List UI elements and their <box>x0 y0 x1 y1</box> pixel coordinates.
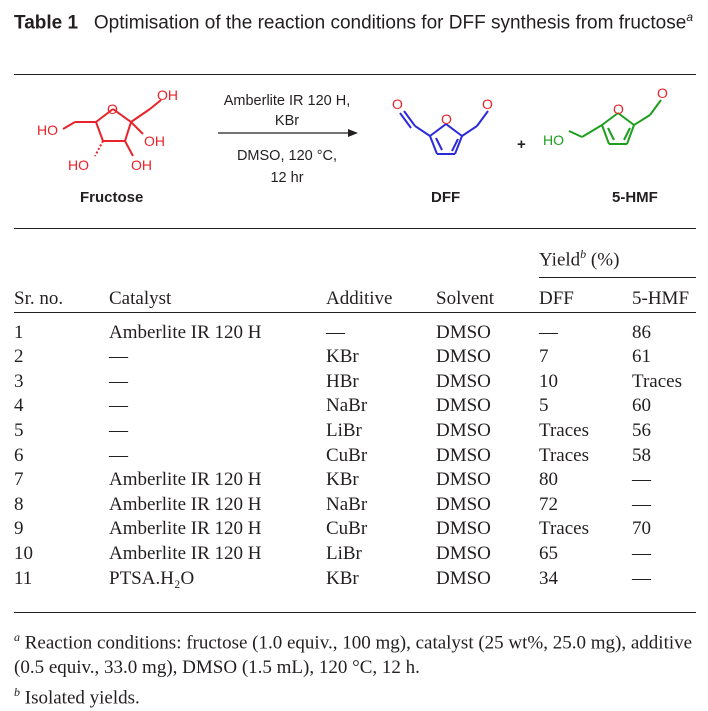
hmf-label: 5-HMF <box>612 189 658 206</box>
cell: 56 <box>632 419 651 441</box>
cell: 10 <box>539 370 558 392</box>
cell: DMSO <box>436 346 491 368</box>
cell: DMSO <box>436 370 491 392</box>
cell: 9 <box>14 518 24 540</box>
cell: 10 <box>14 542 33 564</box>
cell: — <box>632 493 651 515</box>
cell: DMSO <box>436 321 491 343</box>
fructose-oh-label: OH <box>144 133 165 149</box>
cell: — <box>109 346 128 368</box>
cell: 34 <box>539 567 558 589</box>
header-cell: DFF <box>539 288 574 309</box>
cell: 3 <box>14 370 24 392</box>
dff-o-atom: O <box>482 96 493 112</box>
footnote-mark: a <box>14 630 20 644</box>
cell: CuBr <box>326 518 368 540</box>
yield-footnote-mark: b <box>580 247 587 261</box>
table-row <box>14 345 696 370</box>
cell: — <box>326 321 345 343</box>
cell: DMSO <box>436 419 491 441</box>
cell: 5 <box>539 395 549 417</box>
cell: PTSA.H₂O <box>109 567 195 589</box>
reagent-line-2: KBr <box>274 113 300 129</box>
cell: Traces <box>539 444 589 466</box>
header-spacer <box>14 313 696 321</box>
cell: 8 <box>14 493 24 515</box>
table-row <box>14 517 696 542</box>
cell: 11 <box>14 567 33 589</box>
yield-unit: (%) <box>590 249 620 271</box>
cell: 70 <box>632 518 651 540</box>
cell: DMSO <box>436 567 491 589</box>
cell: 80 <box>539 469 558 491</box>
fructose-oh-label: OH <box>131 157 152 173</box>
cell: — <box>109 370 128 392</box>
table-row <box>14 419 696 444</box>
condition-line-1: DMSO, 120 °C, <box>236 148 338 164</box>
cell: CuBr <box>326 444 368 466</box>
hmf-ring-o-atom: O <box>613 101 624 117</box>
dff-o-atom: O <box>392 96 403 112</box>
cell: 58 <box>632 444 651 466</box>
cell: 4 <box>14 395 24 417</box>
header-cell: Additive <box>326 288 393 309</box>
cell: 61 <box>632 346 651 368</box>
footnote-b <box>14 680 704 711</box>
cell: 60 <box>632 395 651 417</box>
footnote-mark: b <box>14 685 20 700</box>
caption-text: Optimisation of the reaction conditions for DFF synthesis from fructose <box>93 12 687 34</box>
fructose-label: Fructose <box>80 189 144 206</box>
cell: Traces <box>539 419 589 441</box>
cell: DMSO <box>436 493 491 515</box>
cell: DMSO <box>436 469 491 491</box>
table-row <box>14 321 696 346</box>
cell: — <box>539 321 558 343</box>
cell: DMSO <box>436 518 491 540</box>
table-caption <box>14 4 704 36</box>
cell: Traces <box>632 370 682 392</box>
cell: NaBr <box>326 395 368 417</box>
cell: KBr <box>326 346 359 368</box>
cell: DMSO <box>436 395 491 417</box>
cell: HBr <box>326 370 359 392</box>
yield-group-header <box>539 240 619 274</box>
yield-label: Yield <box>539 249 581 271</box>
cell: LiBr <box>326 542 362 564</box>
table-header-row <box>14 287 696 312</box>
header-cell: 5-HMF <box>632 288 690 309</box>
table-row <box>14 542 696 567</box>
cell: Amberlite IR 120 H <box>109 542 262 564</box>
condition-line-2: 12 hr <box>270 170 304 186</box>
cell: Amberlite IR 120 H <box>109 493 262 515</box>
cell: 7 <box>539 346 549 368</box>
footnote-a <box>14 625 704 680</box>
plus-sign: + <box>517 136 526 153</box>
yield-underline <box>539 277 696 278</box>
cell: 86 <box>632 321 651 343</box>
cell: KBr <box>326 567 359 589</box>
cell: DMSO <box>436 542 491 564</box>
footnotes <box>14 625 704 711</box>
cell: Amberlite IR 120 H <box>109 518 262 540</box>
cell: Traces <box>539 518 589 540</box>
fructose-oh-label: OH <box>157 87 178 103</box>
footnote-text: Reaction conditions: fructose (1.0 equiv., 100 mg), catalyst (25 wt%, 25.0 mg), additive (0.5 equiv., 33.0 mg), DMSO (1.5 mL), 120 °C, 12 h. <box>14 632 693 678</box>
header-cell: Catalyst <box>109 288 172 309</box>
reaction-scheme <box>0 78 708 228</box>
header-cell: Solvent <box>436 288 495 309</box>
cell: KBr <box>326 469 359 491</box>
fructose-ho-label: HO <box>37 122 58 138</box>
cell: DMSO <box>436 444 491 466</box>
table-row <box>14 493 696 518</box>
caption-footnote-mark: a <box>686 10 693 24</box>
cell: 1 <box>14 321 24 343</box>
footnote-text: Isolated yields. <box>24 687 140 709</box>
cell: Amberlite IR 120 H <box>109 469 262 491</box>
fructose-ho-label: HO <box>68 157 89 173</box>
table-label: Table 1 <box>14 12 79 34</box>
cell: 2 <box>14 346 24 368</box>
hmf-o-atom: O <box>657 85 668 101</box>
table-row <box>14 394 696 419</box>
table-row <box>14 444 696 469</box>
cell: — <box>109 419 128 441</box>
hmf-ho-label: HO <box>543 132 564 148</box>
table-bottom-rule <box>14 612 696 613</box>
cell: 7 <box>14 469 24 491</box>
table-row <box>14 567 696 592</box>
reagent-line-1: Amberlite IR 120 H, <box>223 93 351 109</box>
cell: 6 <box>14 444 24 466</box>
fructose-o-atom: O <box>107 101 118 117</box>
results-table <box>14 287 696 591</box>
header-cell: Sr. no. <box>14 288 64 309</box>
cell: 65 <box>539 542 558 564</box>
cell: — <box>632 469 651 491</box>
cell: Amberlite IR 120 H <box>109 321 262 343</box>
scheme-bottom-rule <box>14 228 696 229</box>
dff-ring-o-atom: O <box>441 111 452 127</box>
cell: — <box>632 542 651 564</box>
top-rule <box>14 74 696 75</box>
table-row <box>14 370 696 395</box>
cell: NaBr <box>326 493 368 515</box>
cell: 72 <box>539 493 558 515</box>
arrow-head <box>348 129 358 137</box>
cell: 5 <box>14 419 24 441</box>
dff-label: DFF <box>431 189 461 206</box>
table-row <box>14 468 696 493</box>
cell: — <box>109 444 128 466</box>
cell: — <box>632 567 651 589</box>
cell: — <box>109 395 128 417</box>
cell: LiBr <box>326 419 362 441</box>
